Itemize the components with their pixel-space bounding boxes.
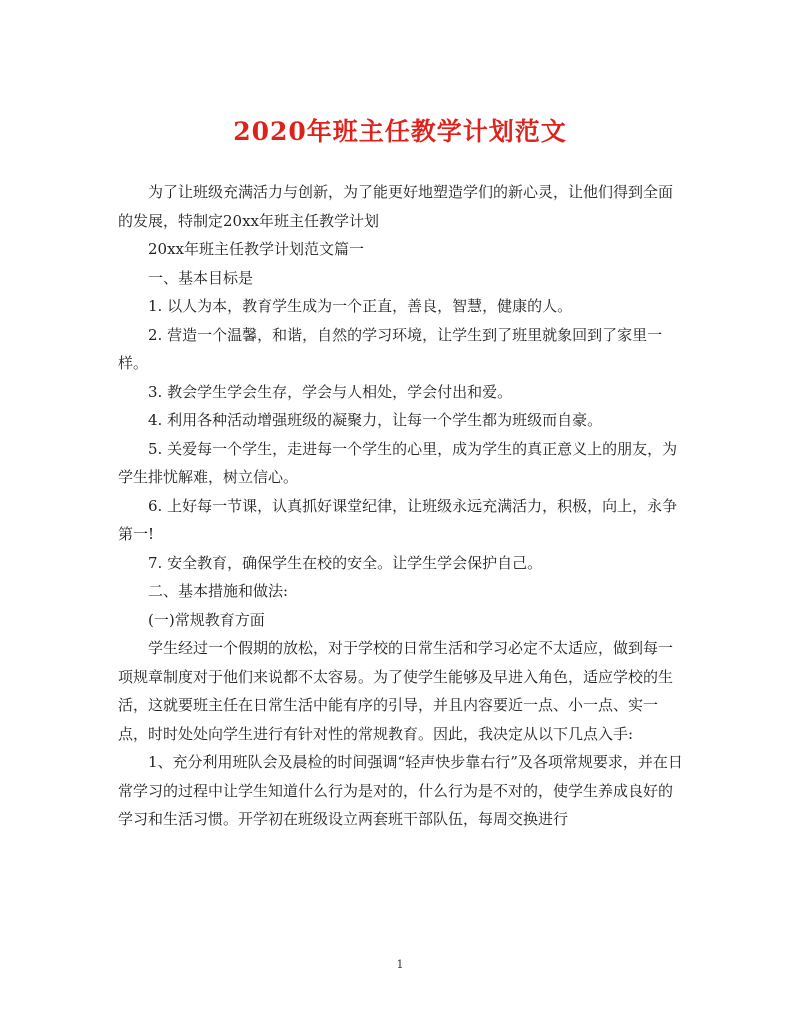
- paragraph-intro: 为了让班级充满活力与创新，为了能更好地塑造学们的新心灵，让他们得到全面的发展，特制定20xx年班主任教学计划: [118, 183, 674, 230]
- document-title: 2020年班主任教学计划范文: [233, 117, 567, 146]
- document-body: [118, 178, 686, 834]
- paragraph-body: 学生经过一个假期的放松，对于学校的日常生活和学习必定不太适应，做到每一项规章制度对于他们来说都不太容易。为了使学生能够及早进入角色，适应学校的生活，这就要班主任在日常生活中能有序的引导，并且内容要近一点、小一点、实一点，时时处处向学生进行有针对性的常规教育。因此，我决定从以下几点入手:: [118, 639, 674, 743]
- list-item: 4. 利用各种活动增强班级的凝聚力，让每一个学生都为班级而自豪。: [148, 411, 603, 429]
- list-item: 2. 营造一个温馨，和谐，自然的学习环境，让学生到了班里就象回到了家里一样。: [118, 325, 663, 372]
- subsection-heading: 一、基本目标是: [148, 268, 254, 287]
- list-item: 6. 上好每一节课，认真抓好课堂纪律，让班级永远充满活力，积极，向上，永争第一!: [118, 496, 678, 543]
- list-item: 7. 安全教育，确保学生在校的安全。让学生学会保护自己。: [148, 553, 543, 572]
- list-item: 1. 以人为本，教育学生成为一个正直，善良，智慧，健康的人。: [148, 297, 573, 315]
- page-number: 1: [396, 958, 404, 971]
- subsection-heading: 二、基本措施和做法:: [148, 582, 289, 600]
- subsection-heading: (一)常规教育方面: [148, 610, 265, 629]
- list-item: 3. 教会学生学会生存，学会与人相处，学会付出和爱。: [148, 382, 513, 401]
- section-heading: 20xx年班主任教学计划范文篇一: [148, 240, 365, 258]
- list-item: 5. 关爱每一个学生，走进每一个学生的心里，成为学生的真正意义上的朋友，为学生排忧解难，树立信心。: [118, 439, 678, 486]
- paragraph-body: 1、充分利用班队会及晨检的时间强调“轻声快步靠右行”及各项常规要求，并在日常学习的过程中让学生知道什么行为是对的，什么行为是不对的，使学生养成良好的学习和生活习惯。开学初在班级设立两套班干部队伍，每周交换进行: [118, 753, 683, 828]
